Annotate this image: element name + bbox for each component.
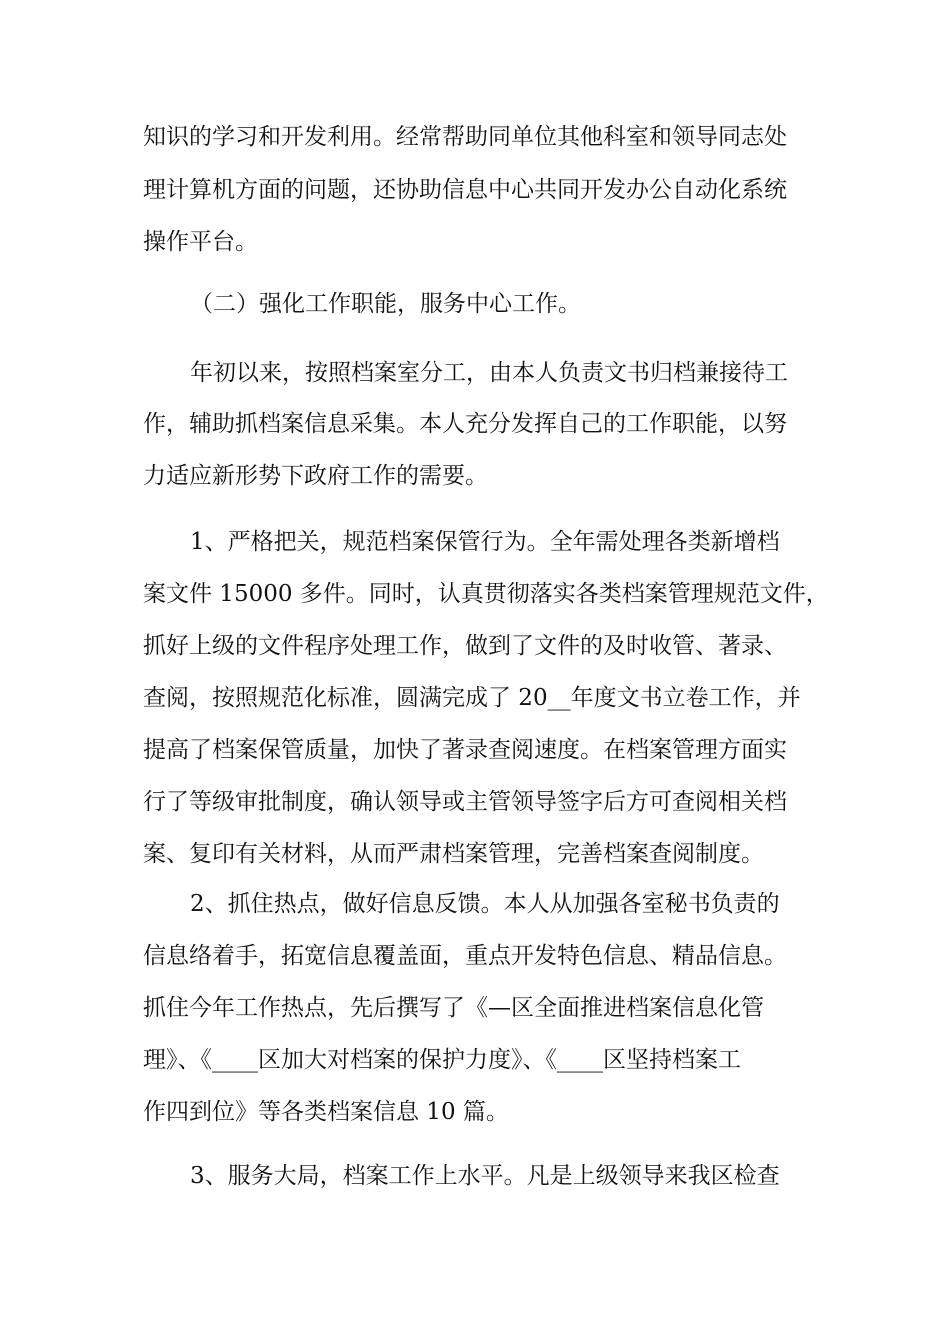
paragraph-line: 年初以来，按照档案室分工，由本人负责文书归档兼接待工 bbox=[190, 360, 788, 386]
paragraph-line: 案、复印有关材料，从而严肃档案管理，完善档案查阅制度。 bbox=[143, 841, 764, 867]
paragraph-line: 抓住今年工作热点，先后撰写了《—区全面推进档案信息化管 bbox=[143, 995, 764, 1021]
paragraph-line: 行了等级审批制度，确认领导或主管领导签字后方可查阅相关档 bbox=[143, 789, 787, 815]
paragraph-line: 作，辅助抓档案信息采集。本人充分发挥自己的工作职能，以努 bbox=[143, 411, 787, 437]
paragraph-line: 作四到位》等各类档案信息 10 篇。 bbox=[143, 1099, 509, 1125]
paragraph-line: 力适应新形势下政府工作的需要。 bbox=[143, 463, 488, 489]
paragraph-line: 信息络着手，拓宽信息覆盖面，重点开发特色信息、精品信息。 bbox=[143, 943, 787, 969]
paragraph-line: 理》、《____区加大对档案的保护力度》、《____区坚持档案工 bbox=[143, 1047, 741, 1073]
paragraph-line: 1、严格把关，规范档案保管行为。全年需处理各类新增档 bbox=[190, 529, 780, 555]
section-heading: （二）强化工作职能，服务中心工作。 bbox=[190, 291, 581, 317]
paragraph-line: 抓好上级的文件程序处理工作，做到了文件的及时收管、著录、 bbox=[143, 633, 787, 659]
paragraph-line: 操作平台。 bbox=[143, 229, 258, 255]
paragraph-line: 2、抓住热点，做好信息反馈。本人从加强各室秘书负责的 bbox=[190, 891, 780, 917]
paragraph-line: 理计算机方面的问题，还协助信息中心共同开发办公自动化系统 bbox=[143, 177, 787, 203]
paragraph-line: 知识的学习和开发利用。经常帮助同单位其他科室和领导同志处 bbox=[143, 124, 787, 150]
paragraph-line: 查阅，按照规范化标准，圆满完成了 20__年度文书立卷工作，并 bbox=[143, 685, 801, 711]
paragraph-line: 案文件 15000 多件。同时，认真贯彻落实各类档案管理规范文件， bbox=[143, 581, 829, 607]
paragraph-line: 提高了档案保管质量，加快了著录查阅速度。在档案管理方面实 bbox=[143, 737, 787, 763]
paragraph-line: 3、服务大局，档案工作上水平。凡是上级领导来我区检查 bbox=[190, 1163, 780, 1189]
